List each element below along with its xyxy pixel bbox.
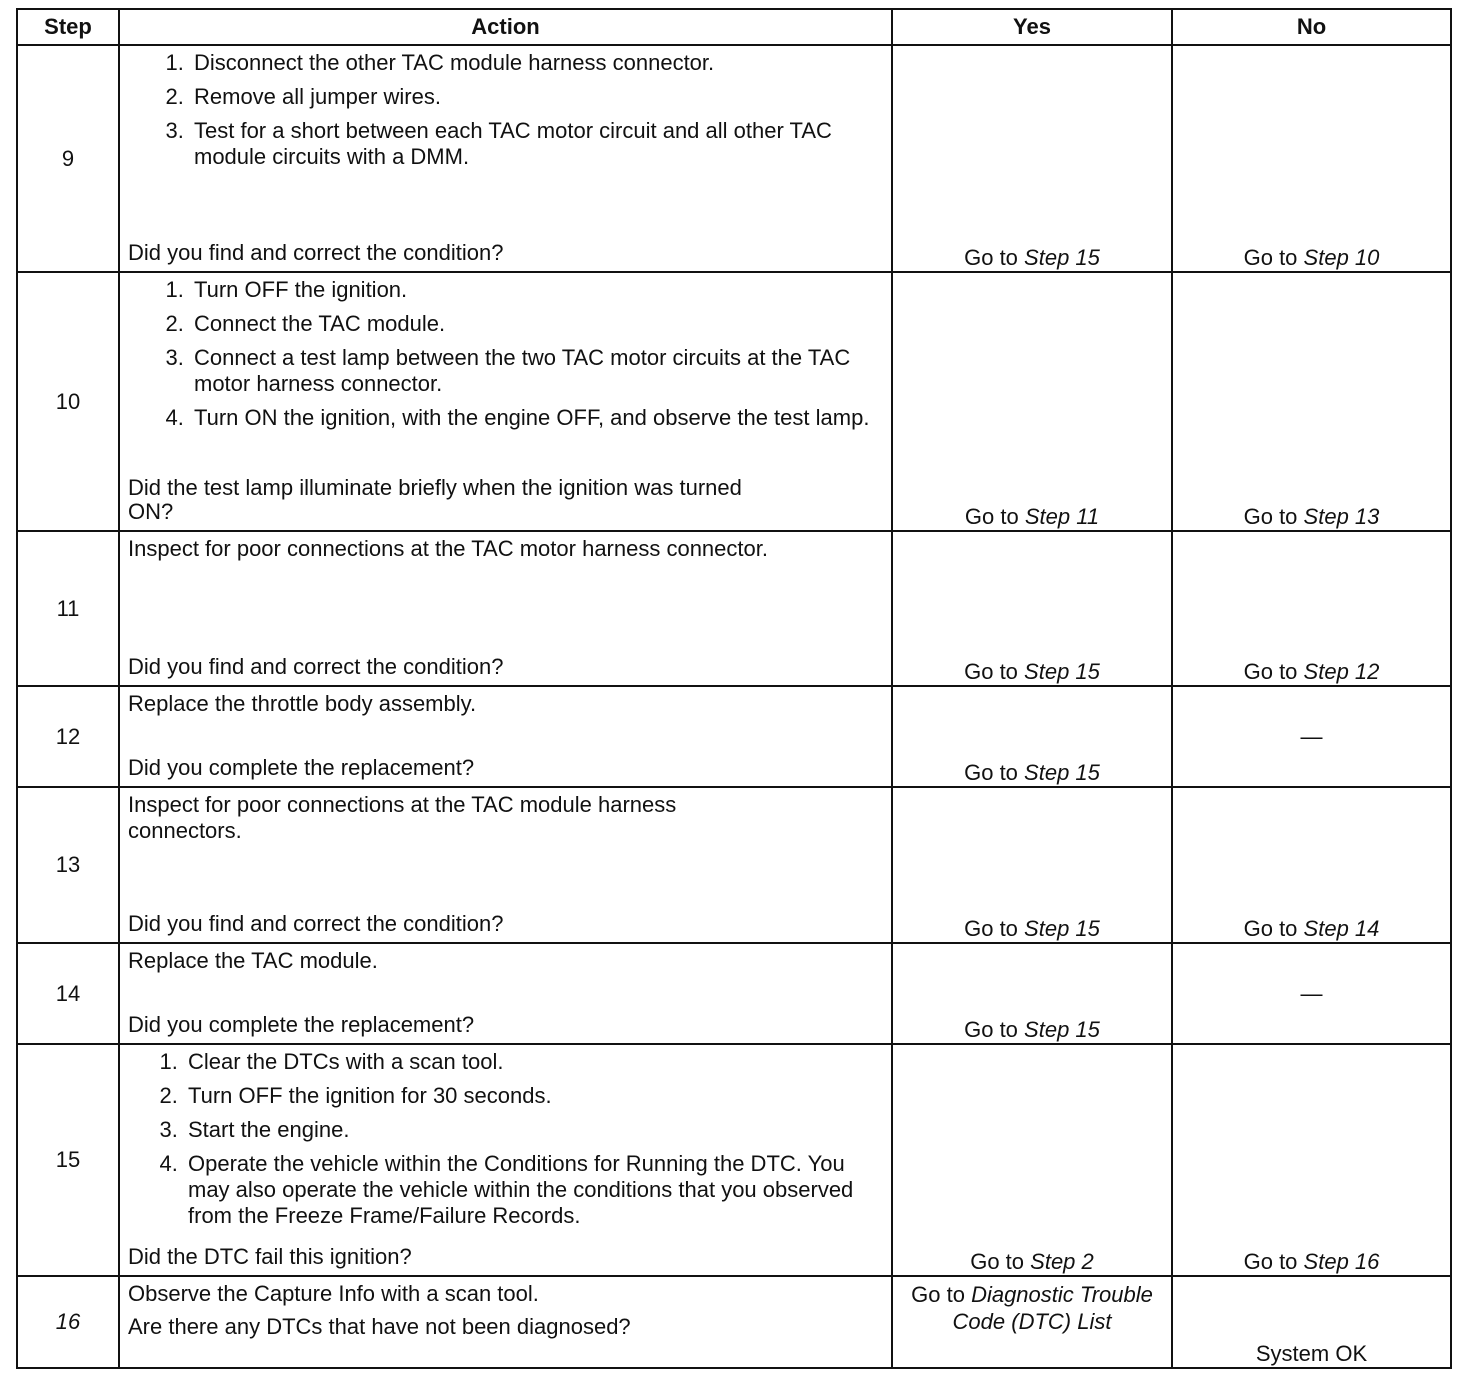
step-number: 10 xyxy=(17,272,119,531)
step-link[interactable]: Diagnostic Trouble Code (DTC) List xyxy=(952,1282,1153,1334)
result-prefix: Go to xyxy=(970,1249,1025,1274)
step-number: 11 xyxy=(17,531,119,686)
no-result xyxy=(1172,1276,1451,1368)
header-row xyxy=(17,9,1451,45)
step-link[interactable]: Step 10 xyxy=(1303,245,1380,270)
step-number: 16 xyxy=(17,1276,119,1368)
question: Did you find and correct the condition? xyxy=(128,654,504,679)
action-list xyxy=(128,277,881,439)
action-list xyxy=(128,50,881,178)
question: Did the DTC fail this ignition? xyxy=(128,1244,412,1269)
step-link[interactable]: Step 16 xyxy=(1303,1249,1380,1274)
result-prefix: Go to xyxy=(1243,916,1298,941)
no-result xyxy=(1172,272,1451,531)
no-result xyxy=(1172,787,1451,943)
list-item: 2. Connect the TAC module. xyxy=(190,311,881,337)
table-row xyxy=(17,272,1451,531)
step-number: 12 xyxy=(17,686,119,787)
list-item: 2. Turn OFF the ignition for 30 seconds. xyxy=(184,1083,881,1109)
action-cell xyxy=(119,943,892,1044)
result-prefix: Go to xyxy=(1243,245,1298,270)
diagnostic-link[interactable] xyxy=(893,1281,1171,1335)
step-link[interactable]: Step 15 xyxy=(1024,245,1100,270)
action-text: Replace the TAC module. xyxy=(128,948,378,973)
list-item: 3. Start the engine. xyxy=(184,1117,881,1143)
action-cell xyxy=(119,272,892,531)
list-item: 1. Clear the DTCs with a scan tool. xyxy=(184,1049,881,1075)
table-row xyxy=(17,787,1451,943)
no-result xyxy=(1172,531,1451,686)
step-link[interactable]: Step 14 xyxy=(1303,916,1380,941)
result-prefix: Go to Diagnostic Trouble Code (DTC) List xyxy=(911,1282,1153,1334)
list-item: 1. Turn OFF the ignition. xyxy=(190,277,881,303)
step-number: 9 xyxy=(17,45,119,272)
table-row xyxy=(17,686,1451,787)
result-prefix: Go to xyxy=(1243,1249,1298,1274)
step-link[interactable]: Step 15 xyxy=(1024,916,1100,941)
step-link[interactable]: Step 13 xyxy=(1303,504,1380,529)
result-prefix: Go to xyxy=(1243,659,1298,684)
diagnostic-table xyxy=(16,8,1452,1369)
table-row xyxy=(17,531,1451,686)
header-no: No xyxy=(1172,9,1451,45)
header-action: Action xyxy=(119,9,892,45)
yes-result xyxy=(892,787,1172,943)
question: Are there any DTCs that have not been diagnosed? xyxy=(128,1314,631,1339)
list-item: 2. Remove all jumper wires. xyxy=(190,84,881,110)
list-item: 1. Disconnect the other TAC module harness connector. xyxy=(190,50,881,76)
list-item: 3. Test for a short between each TAC motor circuit and all other TAC module circuits with a DMM. xyxy=(190,118,881,170)
action-cell xyxy=(119,531,892,686)
step-number: 14 xyxy=(17,943,119,1044)
no-result xyxy=(1172,45,1451,272)
question: Did you find and correct the condition? xyxy=(128,911,504,936)
action-cell xyxy=(119,1044,892,1276)
step-link[interactable]: Step 15 xyxy=(1024,1017,1100,1042)
step-link[interactable]: Step 12 xyxy=(1303,659,1380,684)
no-dash: — xyxy=(1300,980,1323,1006)
table-row xyxy=(17,943,1451,1044)
yes-result xyxy=(892,45,1172,272)
step-link[interactable]: Step 2 xyxy=(1030,1249,1094,1274)
table-row xyxy=(17,1044,1451,1276)
result-prefix: Go to xyxy=(964,1017,1018,1042)
header-yes: Yes xyxy=(892,9,1172,45)
result-prefix: Go to xyxy=(964,659,1018,684)
result-prefix: Go to xyxy=(964,245,1018,270)
step-link[interactable]: Step 15 xyxy=(1024,659,1100,684)
question: Did the test lamp illuminate briefly when the ignition was turned ON? xyxy=(128,475,742,524)
result-prefix: Go to xyxy=(1243,504,1298,529)
yes-result xyxy=(892,1044,1172,1276)
action-cell xyxy=(119,45,892,272)
yes-result xyxy=(892,531,1172,686)
result-prefix: Go to xyxy=(964,760,1018,785)
list-item: 3. Connect a test lamp between the two TAC motor circuits at the TAC motor harness connector. xyxy=(190,345,881,397)
yes-result xyxy=(892,272,1172,531)
action-list xyxy=(128,1049,881,1231)
action-text: Replace the throttle body assembly. xyxy=(128,691,477,716)
yes-result xyxy=(892,686,1172,787)
no-result xyxy=(1172,686,1451,787)
step-number: 15 xyxy=(17,1044,119,1276)
table-row xyxy=(17,1276,1451,1368)
action-text: Inspect for poor connections at the TAC module harness connectors. xyxy=(128,792,677,843)
list-item: 4. Operate the vehicle within the Conditions for Running the DTC. You may also operate the vehicle within the conditions that you observed from the Freeze Frame/Failure Records. xyxy=(184,1151,881,1229)
step-number: 13 xyxy=(17,787,119,943)
action-cell xyxy=(119,1276,892,1368)
question: Did you complete the replacement? xyxy=(128,755,475,780)
step-link[interactable]: Step 11 xyxy=(1024,504,1100,529)
header-step: Step xyxy=(17,9,119,45)
no-dash: — xyxy=(1300,723,1323,749)
table-row xyxy=(17,45,1451,272)
question: Did you find and correct the condition? xyxy=(128,240,504,265)
action-cell xyxy=(119,787,892,943)
no-result xyxy=(1172,1044,1451,1276)
yes-result xyxy=(892,943,1172,1044)
question: Did you complete the replacement? xyxy=(128,1012,475,1037)
action-text: Inspect for poor connections at the TAC motor harness connector. xyxy=(128,536,768,561)
list-item: 4. Turn ON the ignition, with the engine OFF, and observe the test lamp. xyxy=(190,405,881,431)
step-link[interactable]: Step 15 xyxy=(1024,760,1100,785)
no-result xyxy=(1172,943,1451,1044)
yes-result xyxy=(892,1276,1172,1368)
result-prefix: Go to xyxy=(964,504,1019,529)
action-text: Observe the Capture Info with a scan tool. xyxy=(128,1281,539,1306)
result-prefix: Go to xyxy=(964,916,1018,941)
system-ok: System OK xyxy=(1255,1341,1368,1366)
action-cell xyxy=(119,686,892,787)
